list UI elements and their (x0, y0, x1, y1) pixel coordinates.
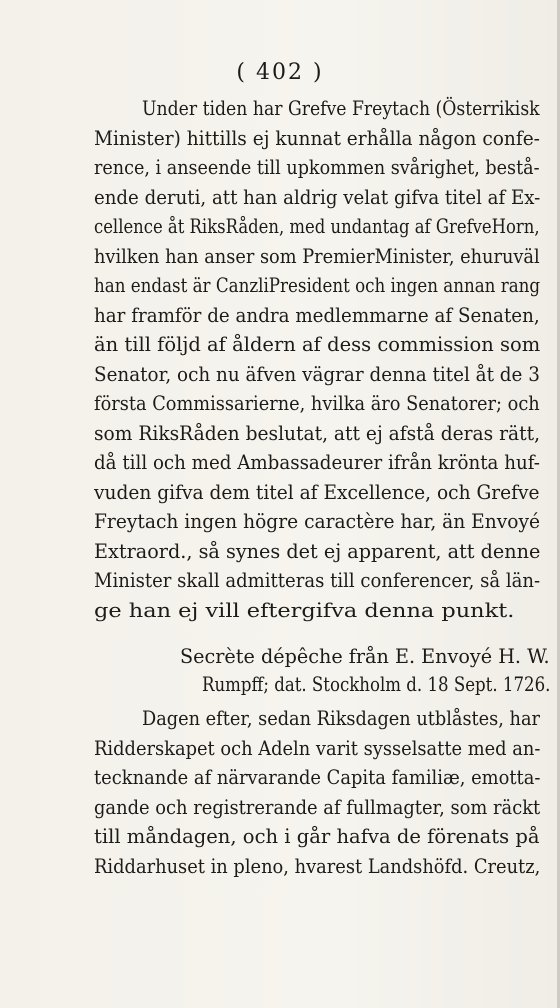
text-line: Under tiden har Grefve Freytach (Österrikisk (142, 97, 540, 120)
paragraph-1 (94, 94, 540, 625)
text-line: rence, i anseende till upkommen svårighet, bestå- (94, 156, 540, 179)
text-line: cellence åt RiksRåden, med undantag af GrefveHorn, (94, 215, 540, 238)
text-line: Ridderskapet och Adeln varit sysselsatte med an- (94, 736, 540, 760)
text-line: Freytach ingen högre caractère har, än Envoyé (94, 510, 540, 533)
text-line: han endast är CanzliPresident och ingen annan rang (94, 274, 540, 297)
text-line: hvilken han anser som PremierMinister, ehuruväl (94, 244, 540, 268)
heading-line: Rumpff; dat. Stockholm d. 18 Sept. 1726. (202, 673, 550, 696)
text-line: Senator, och nu äfven vägrar denna titel åt de 3 (94, 362, 540, 386)
text-line: Extraord., så synes det ej apparent, att denne (94, 539, 540, 563)
text-line: än till följd af åldern af dess commission som (94, 333, 540, 356)
heading-line: Secrète dépêche från E. Envoyé H. W. (180, 645, 550, 668)
text-line: som RiksRåden beslutat, att ej afstå deras rätt, (94, 421, 540, 445)
text-line: vuden gifva dem titel af Excellence, och Grefve (94, 480, 540, 504)
text-line: tecknande af närvarande Capita familiæ, emotta- (94, 766, 540, 789)
text-line: har framför de andra medlemmarne af Senaten, (94, 303, 540, 327)
text-line: Minister) hittills ej kunnat erhålla någon confe- (94, 126, 540, 150)
text-line: till måndagen, och i går hafva de förenats på (94, 825, 540, 848)
paragraph-2 (94, 704, 540, 881)
text-line: då till och med Ambassadeurer ifrån krönta huf- (94, 451, 540, 474)
text-line: Dagen efter, sedan Riksdagen utblåstes, har (142, 707, 540, 730)
text-line: ende deruti, att han aldrig velat gifva titel af Ex- (94, 185, 540, 209)
text-line: Minister skall admitteras till conferencer, så län- (94, 569, 540, 592)
text-line: Riddarhuset in pleno, hvarest Landshöfd. Creutz, (94, 854, 540, 878)
page-number: ( 402 ) (236, 60, 324, 85)
dispatch-heading (180, 643, 550, 699)
text-line: ge han ej vill eftergifva denna punkt. (94, 598, 515, 622)
text-line: gande och registrerande af fullmagter, som räckt (94, 795, 540, 819)
text-line: första Commissarierne, hvilka äro Senatorer; och (94, 392, 540, 415)
